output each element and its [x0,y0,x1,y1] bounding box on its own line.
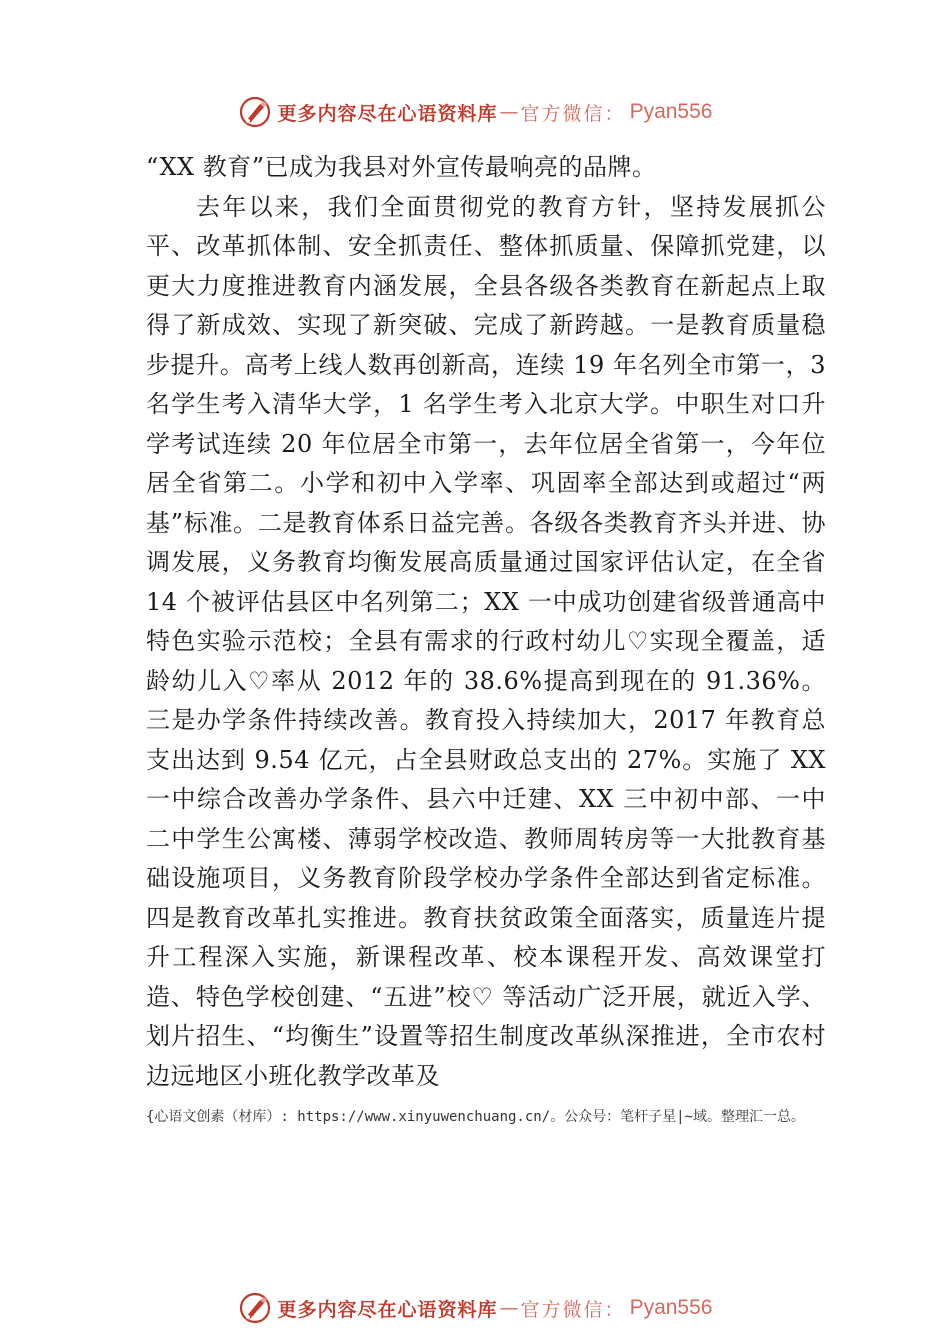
document-body [146,148,826,1096]
banner-separator: — [499,1297,519,1319]
banner-wechat-id: Pyan556 [629,100,713,123]
pen-nib-logo-icon [238,1291,272,1325]
banner-wechat-label: 官方微信： [520,1298,626,1321]
banner-wechat-label: 官方微信： [520,102,626,125]
source-footnote: {心语文创素（材库）: https://www.xinyuwenchuang.cn/。公众号：笔杆子星|~域。整理汇一总。 [146,1109,806,1125]
banner-slogan: 更多内容尽在心语资料库 [277,1298,498,1321]
paragraph-continued: “XX 教育”已成为我县对外宣传最响亮的品牌。 [146,153,657,181]
banner-wechat-id: Pyan556 [629,1296,713,1319]
banner-slogan: 更多内容尽在心语资料库 [277,102,498,125]
footer-banner [0,1288,950,1328]
pen-nib-logo-icon [238,95,272,129]
banner-separator: — [499,101,519,123]
paragraph-main: 去年以来，我们全面贯彻党的教育方针，坚持发展抓公平、改革抓体制、安全抓责任、整体抓质量、保障抓党建，以更大力度推进教育内涵发展，全县各级各类教育在新起点上取得了新成效、实现了新突破、完成了新跨越。一是教育质量稳步提升。高考上线人数再创新高，连续 19 年名列全市第一，3 名学生考入清华大学，1 名学生考入北京大学。中职生对口升学考试连续 20 年位居全市第一，去年位居全省第一，今年位居全省第二。小学和初中入学率、巩固率全部达到或超过“两基”标准。二是教育体系日益完善。各级各类教育齐头并进、协调发展，义务教育均衡发展高质量通过国家评估认定，在全省 14 个被评估县区中名列第二；XX 一中成功创建省级普通高中特色实验示范校；全县有需求的行政村幼儿♡实现全覆盖，适龄幼儿入♡率从 2012 年的 38.6%提高到现在的 91.36%。三是办学条件持续改善。教育投入持续加大，2017 年教育总支出达到 9.54 亿元，占全县财政总支出的 27%。实施了 XX 一中综合改善办学条件、县六中迁建、XX 三中初中部、一中二中学生公寓楼、薄弱学校改造、教师周转房等一大批教育基础设施项目，义务教育阶段学校办学条件全部达到省定标准。四是教育改革扎实推进。教育扶贫政策全面落实，质量连片提升工程深入实施，新课程改革、校本课程开发、高效课堂打造、特色学校创建、“五进”校♡ 等活动广泛开展，就近入学、划片招生、“均衡生”设置等招生制度改革纵深推进，全市农村边远地区小班化教学改革及 [146,192,826,1090]
header-banner [0,92,950,132]
